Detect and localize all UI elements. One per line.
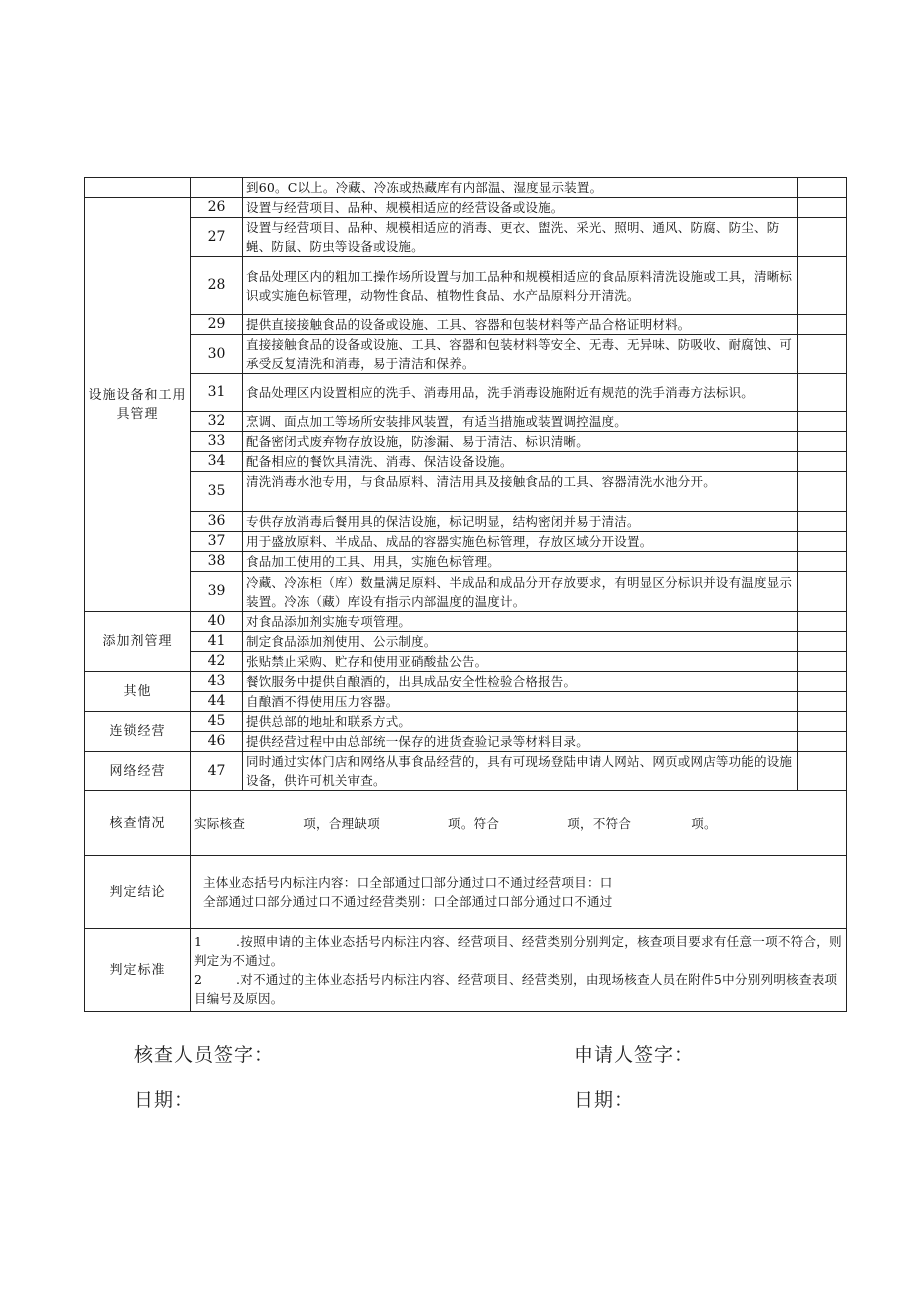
table-row xyxy=(85,552,847,572)
result-cell[interactable] xyxy=(798,178,847,198)
item-number: 30 xyxy=(191,335,243,374)
standard-label: 判定标准 xyxy=(85,929,191,1012)
table-row xyxy=(85,315,847,335)
result-cell[interactable] xyxy=(798,552,847,572)
result-cell[interactable] xyxy=(798,257,847,315)
standard-item-1-num: 1 xyxy=(194,934,203,949)
item-number: 38 xyxy=(191,552,243,572)
table-row xyxy=(85,712,847,732)
item-number: 37 xyxy=(191,532,243,552)
result-cell[interactable] xyxy=(798,652,847,672)
result-cell[interactable] xyxy=(798,532,847,552)
table-row xyxy=(85,752,847,791)
table-row xyxy=(85,178,847,198)
result-cell[interactable] xyxy=(798,218,847,257)
item-number: 32 xyxy=(191,412,243,432)
item-requirement: 餐饮服务中提供自酿酒的，出具成品安全性检验合格报告。 xyxy=(243,672,798,692)
table-row xyxy=(85,257,847,315)
item-number xyxy=(191,178,243,198)
table-row xyxy=(85,512,847,532)
summary-p3: 项。符合 xyxy=(448,815,500,831)
summary-p5: 项。 xyxy=(691,815,717,831)
category-additives: 添加剂管理 xyxy=(85,612,191,672)
conclusion-label: 判定结论 xyxy=(85,856,191,929)
result-cell[interactable] xyxy=(798,732,847,752)
conclusion-line-1[interactable]: 主体业态括号内标注内容：口全部通过囗部分通过口不通过经营项目：口 xyxy=(203,875,613,890)
table-row xyxy=(85,412,847,432)
result-cell[interactable] xyxy=(798,672,847,692)
result-cell[interactable] xyxy=(798,315,847,335)
conclusion-row xyxy=(85,856,847,929)
result-cell[interactable] xyxy=(798,632,847,652)
table-row xyxy=(85,612,847,632)
table-row xyxy=(85,432,847,452)
category-chain: 连锁经营 xyxy=(85,712,191,752)
item-number: 26 xyxy=(191,198,243,218)
item-requirement: 同时通过实体门店和网络从事食品经营的，具有可现场登陆申请人网站、网页或网店等功能的设施设备，供许可机关审查。 xyxy=(243,752,798,791)
item-requirement: 提供直接接触食品的设备或设施、工具、容器和包装材料等产品合格证明材料。 xyxy=(243,315,798,335)
item-number: 45 xyxy=(191,712,243,732)
summary-label: 核查情况 xyxy=(85,791,191,856)
item-number: 46 xyxy=(191,732,243,752)
summary-p1: 实际核查 xyxy=(194,815,246,831)
result-cell[interactable] xyxy=(798,198,847,218)
item-number: 36 xyxy=(191,512,243,532)
item-requirement: 设置与经营项目、品种、规模相适应的经营设备或设施。 xyxy=(243,198,798,218)
result-cell[interactable] xyxy=(798,374,847,412)
table-row xyxy=(85,572,847,612)
conclusion-line-2[interactable]: 全部通过口部分通过口不通过经营类别：口全部通过口部分通过口不通过 xyxy=(203,894,613,909)
result-cell[interactable] xyxy=(798,752,847,791)
standard-item-2-num: 2 xyxy=(194,972,203,987)
category-cell-empty xyxy=(85,178,191,198)
item-requirement: 烹调、面点加工等场所安装排风装置，有适当措施或装置调控温度。 xyxy=(243,412,798,432)
item-requirement: 用于盛放原料、半成品、成品的容器实施色标管理，存放区域分开设置。 xyxy=(243,532,798,552)
item-requirement: 到60。C以上。冷藏、冷冻或热藏库有内部温、湿度显示装置。 xyxy=(243,178,798,198)
item-requirement: 对食品添加剂实施专项管理。 xyxy=(243,612,798,632)
table-row xyxy=(85,672,847,692)
result-cell[interactable] xyxy=(798,472,847,512)
item-number: 41 xyxy=(191,632,243,652)
result-cell[interactable] xyxy=(798,432,847,452)
summary-row xyxy=(85,791,847,856)
item-number: 42 xyxy=(191,652,243,672)
summary-p2: 项，合理缺项 xyxy=(303,815,381,831)
item-number: 47 xyxy=(191,752,243,791)
item-number: 34 xyxy=(191,452,243,472)
item-requirement: 提供经营过程中由总部统一保存的进货查验记录等材料目录。 xyxy=(243,732,798,752)
item-number: 28 xyxy=(191,257,243,315)
item-requirement: 清洗消毒水池专用，与食品原料、清洁用具及接触食品的工具、容器清洗水池分开。 xyxy=(243,472,798,512)
item-number: 35 xyxy=(191,472,243,512)
item-requirement: 食品加工使用的工具、用具，实施色标管理。 xyxy=(243,552,798,572)
item-requirement: 配备相应的餐饮具清洗、消毒、保洁设备设施。 xyxy=(243,452,798,472)
item-number: 39 xyxy=(191,572,243,612)
item-requirement: 张贴禁止采购、贮存和使用亚硝酸盐公告。 xyxy=(243,652,798,672)
category-facilities: 设施设备和工用具管理 xyxy=(85,198,191,612)
category-other: 其他 xyxy=(85,672,191,712)
item-requirement: 制定食品添加剂使用、公示制度。 xyxy=(243,632,798,652)
item-requirement: 配备密闭式废弃物存放设施，防渗漏、易于清洁、标识清晰。 xyxy=(243,432,798,452)
inspector-date-label: 日期： xyxy=(134,1089,195,1111)
category-online: 网络经营 xyxy=(85,752,191,791)
item-number: 44 xyxy=(191,692,243,712)
standard-row xyxy=(85,929,847,1012)
inspection-table xyxy=(84,177,847,1012)
table-row xyxy=(85,452,847,472)
result-cell[interactable] xyxy=(798,452,847,472)
item-requirement: 直接接触食品的设备或设施、工具、容器和包装材料等安全、无毒、无异味、防吸收、耐腐蚀、可承受反复清洗和消毒，易于清洁和保养。 xyxy=(243,335,798,374)
table-row xyxy=(85,472,847,512)
item-number: 27 xyxy=(191,218,243,257)
applicant-signature-label: 申请人签字： xyxy=(574,1044,695,1066)
table-row xyxy=(85,218,847,257)
result-cell[interactable] xyxy=(798,512,847,532)
table-row xyxy=(85,335,847,374)
item-requirement: 设置与经营项目、品种、规模相适应的消毒、更衣、盥洗、采光、照明、通风、防腐、防尘、防蝇、防鼠、防虫等设备或设施。 xyxy=(243,218,798,257)
table-row xyxy=(85,198,847,218)
item-requirement: 食品处理区内的粗加工操作场所设置与加工品种和规模相适应的食品原料清洗设施或工具，清晰标识或实施色标管理，动物性食品、植物性食品、水产品原料分开清洗。 xyxy=(243,257,798,315)
result-cell[interactable] xyxy=(798,412,847,432)
result-cell[interactable] xyxy=(798,572,847,612)
result-cell[interactable] xyxy=(798,335,847,374)
item-number: 33 xyxy=(191,432,243,452)
item-number: 29 xyxy=(191,315,243,335)
inspector-signature-label: 核查人员签字： xyxy=(134,1044,275,1066)
summary-content xyxy=(191,791,847,856)
item-number: 43 xyxy=(191,672,243,692)
item-number: 31 xyxy=(191,374,243,412)
item-requirement: 自酿酒不得使用压力容器。 xyxy=(243,692,798,712)
conclusion-content[interactable] xyxy=(191,856,847,929)
table-row xyxy=(85,652,847,672)
applicant-date-label: 日期： xyxy=(574,1089,635,1111)
table-row xyxy=(85,532,847,552)
table-row xyxy=(85,632,847,652)
item-requirement: 食品处理区内设置相应的洗手、消毒用品，洗手消毒设施附近有规范的洗手消毒方法标识。 xyxy=(243,374,798,412)
result-cell[interactable] xyxy=(798,692,847,712)
result-cell[interactable] xyxy=(798,612,847,632)
table-row xyxy=(85,374,847,412)
item-requirement: 专供存放消毒后餐用具的保洁设施，标记明显，结构密闭并易于清洁。 xyxy=(243,512,798,532)
table-row xyxy=(85,692,847,712)
standard-item-2-text: .对不通过的主体业态括号内标注内容、经营项目、经营类别，由现场核查人员在附件5中分别列明核查表项目编号及原因。 xyxy=(194,972,838,1006)
summary-p4: 项，不符合 xyxy=(567,815,632,831)
item-requirement: 提供总部的地址和联系方式。 xyxy=(243,712,798,732)
item-requirement: 冷藏、冷冻柜（库）数量满足原料、半成品和成品分开存放要求，有明显区分标识并设有温度显示装置。冷冻（藏）库设有指示内部温度的温度计。 xyxy=(243,572,798,612)
result-cell[interactable] xyxy=(798,712,847,732)
item-number: 40 xyxy=(191,612,243,632)
standard-content xyxy=(191,929,847,1012)
table-row xyxy=(85,732,847,752)
standard-item-1-text: .按照申请的主体业态括号内标注内容、经营项目、经营类别分别判定，核查项目要求有任意一项不符合，则判定为不通过。 xyxy=(194,934,842,968)
